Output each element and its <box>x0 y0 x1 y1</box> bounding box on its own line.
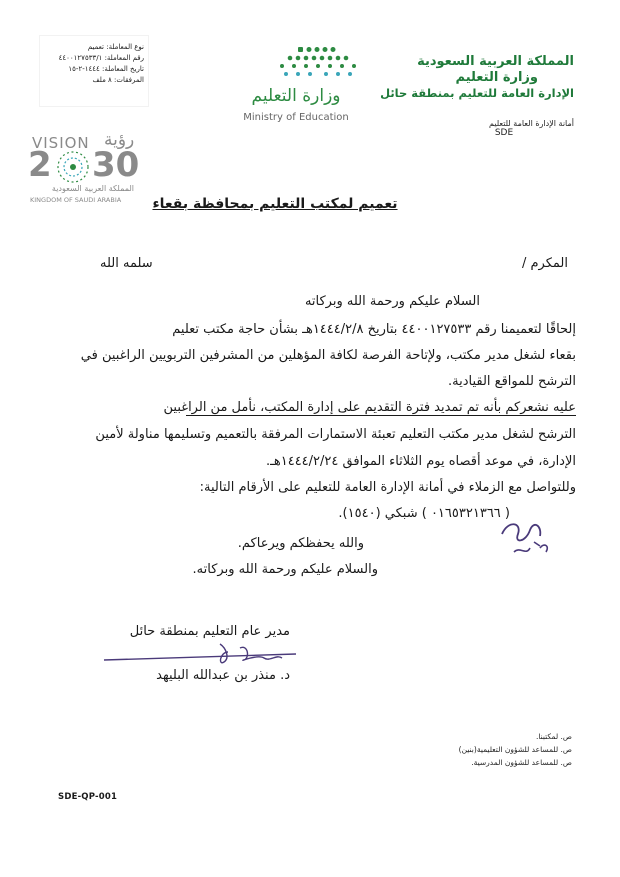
stamp-number: رقم المعاملة: ٤٤٠٠١٢٧٥٣٣/١ <box>58 54 144 62</box>
signatory-name: د. منذر بن عبدالله البليهد <box>156 668 290 683</box>
vision-palm-emblem-icon <box>56 150 90 184</box>
stamp-type: نوع المعاملة: تعميم <box>87 43 144 51</box>
secretariat-name: أمانة الإدارة العامة للتعليم <box>489 119 574 128</box>
paragraph-2-line-1: عليه نشعركم بأنه تم تمديد فترة التقديم على إدارة المكتب، نأمل من الراغبين <box>163 400 576 415</box>
stamp-attachments: المرفقات: ٨ ملف <box>92 76 144 84</box>
recipient-label: المكرم / <box>521 256 568 271</box>
ministry-name: وزارة التعليم <box>455 70 538 85</box>
ministry-logo-arabic: وزارة التعليم <box>251 86 341 106</box>
copy-note: ص. لمكتبنا. <box>535 732 572 741</box>
transaction-stamp <box>40 36 148 106</box>
closing-salutation: والسلام عليكم ورحمة الله وبركاته. <box>192 562 378 577</box>
paragraph-1-line-3: الترشح للمواقع القيادية. <box>447 374 576 389</box>
kingdom-name: المملكة العربية السعودية <box>417 54 574 69</box>
paragraph-1-line-2: بقعاء لشغل مدير مكتب، ولإتاحة الفرصة لكافة المؤهلين من المشرفين التربويين الراغبين في <box>80 348 576 363</box>
paragraph-2-underline <box>186 415 576 416</box>
paragraph-2-line-2: الترشح لشغل مدير مكتب التعليم تعبئة الاستمارات المرفقة بالتعميم وتسليمها مناولة لأمين <box>95 427 576 442</box>
letterhead <box>364 54 574 138</box>
signatory-title: مدير عام التعليم بمنطقة حائل <box>129 624 290 639</box>
stamp-date: تاريخ المعاملة: ١٤٤٤-٢-١٥ <box>68 65 144 73</box>
vision-kingdom-en: KINGDOM OF SAUDI ARABIA <box>30 196 122 204</box>
vision-2030-logo <box>26 130 166 210</box>
copy-recipients <box>372 730 572 769</box>
copy-note: ص. للمساعد للشؤون المدرسية. <box>471 758 572 767</box>
copy-note: ص. للمساعد للشؤون التعليمية(بنين) <box>458 745 572 754</box>
vision-label-en: VISION <box>32 134 90 152</box>
paragraph-1-line-1: إلحاقًا لتعميمنا رقم ٤٤٠٠١٢٧٥٣٣ بتاريخ ١٤٤٤/٢/٨هـ بشأن حاجة مكتب تعليم <box>172 322 576 337</box>
directorate-name: الإدارة العامة للتعليم بمنطقة حائل <box>380 86 574 100</box>
blessing: والله يحفظكم ويرعاكم. <box>237 536 364 551</box>
greeting: السلام عليكم ورحمة الله وبركاته <box>304 294 480 309</box>
form-code: SDE-QP-001 <box>58 792 118 802</box>
vision-label-ar: رؤية <box>104 130 135 150</box>
office-code: SDE <box>494 128 514 138</box>
vision-kingdom-ar: المملكة العربية السعودية <box>51 184 134 193</box>
vision-year-2: 2 <box>28 145 52 185</box>
recipient-suffix: سلمه الله <box>100 256 153 271</box>
handwritten-initials-icon <box>496 512 558 558</box>
vision-year-30: 30 <box>92 145 140 185</box>
contact-line-1: وللتواصل مع الزملاء في أمانة الإدارة العامة للتعليم على الأرقام التالية: <box>199 480 576 495</box>
letter-title: تعميم لمكتب التعليم بمحافظة بقعاء <box>152 196 398 212</box>
paragraph-2-line-3: الإدارة، في موعد أقصاه يوم الثلاثاء الموافق ١٤٤٤/٢/٢٤هـ. <box>265 454 576 469</box>
ministry-logo-english: Ministry of Education <box>243 112 349 123</box>
contact-line-2: ( ٠١٦٥٣٢١٣٦٦ ) شبكي (١٥٤٠). <box>338 506 510 521</box>
